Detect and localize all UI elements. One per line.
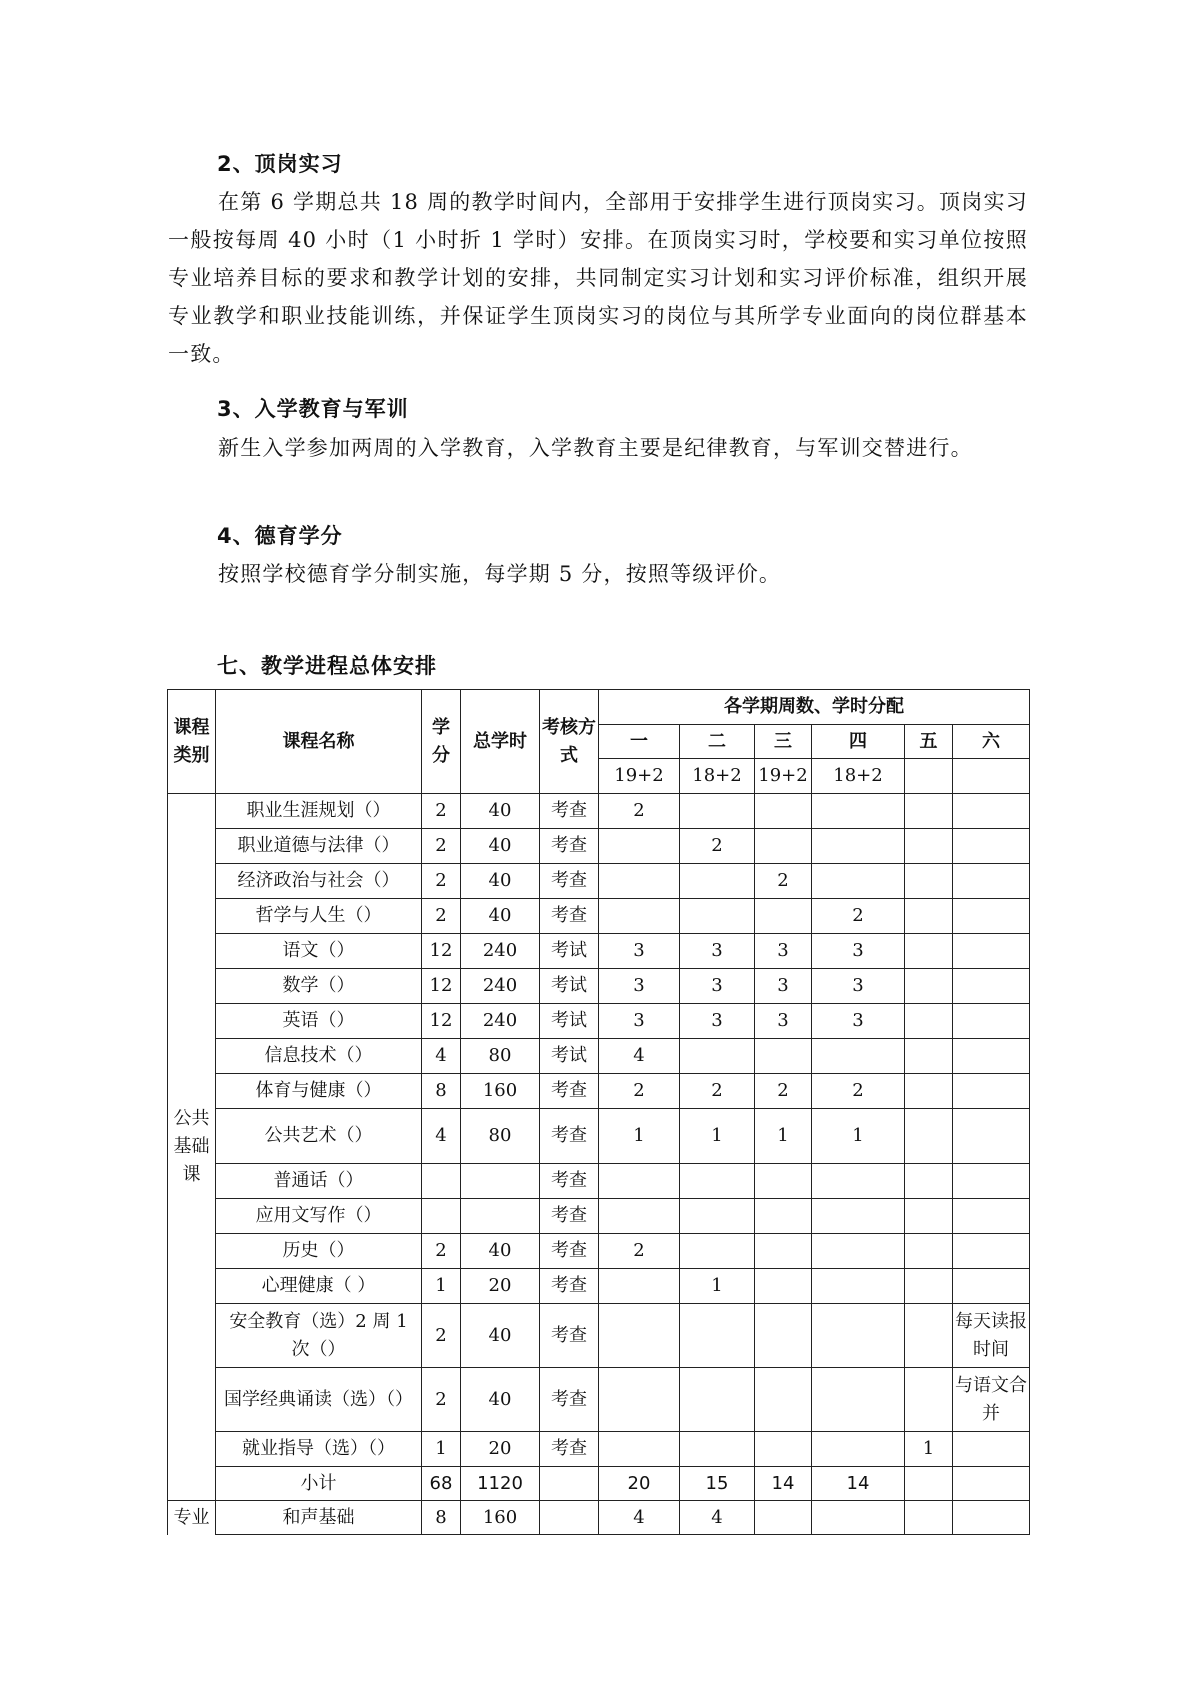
cell-credit xyxy=(422,1164,461,1199)
cell-t5 xyxy=(905,1074,953,1109)
cell-t3 xyxy=(755,1432,812,1467)
cell-t5 xyxy=(905,1109,953,1164)
cell-t6 xyxy=(953,1269,1030,1304)
cell-t4: 1 xyxy=(812,1109,905,1164)
cell-name: 安全教育（选）2 周 1 次（） xyxy=(216,1304,422,1368)
cell-t4 xyxy=(812,864,905,899)
table-row xyxy=(168,1109,1030,1164)
cell-t5 xyxy=(905,1304,953,1368)
cell-t6 xyxy=(953,1234,1030,1269)
cell-t1 xyxy=(599,864,680,899)
table-row xyxy=(168,1501,1030,1535)
cell-t2: 1 xyxy=(680,1109,755,1164)
subtotal-hours: 1120 xyxy=(461,1467,540,1501)
cell-t1: 2 xyxy=(599,794,680,829)
subtotal-t5 xyxy=(905,1467,953,1501)
cell-t5 xyxy=(905,864,953,899)
table-row xyxy=(168,1039,1030,1074)
cell-t6 xyxy=(953,1164,1030,1199)
cell-t5 xyxy=(905,1199,953,1234)
cell-t1 xyxy=(599,1199,680,1234)
cell-hours: 240 xyxy=(461,934,540,969)
cell-t2 xyxy=(680,1432,755,1467)
header-term-3: 三 xyxy=(755,725,812,759)
cell-t4 xyxy=(812,1164,905,1199)
table-row xyxy=(168,1269,1030,1304)
cell-t2 xyxy=(680,1164,755,1199)
cell-t6: 与语文合并 xyxy=(953,1368,1030,1432)
cell-hours: 40 xyxy=(461,1368,540,1432)
cell-t1: 4 xyxy=(599,1501,680,1535)
cell-credit: 1 xyxy=(422,1269,461,1304)
cell-exam: 考查 xyxy=(540,1304,599,1368)
cell-exam: 考查 xyxy=(540,899,599,934)
cell-exam: 考试 xyxy=(540,1004,599,1039)
table-row xyxy=(168,1074,1030,1109)
cell-t6 xyxy=(953,1432,1030,1467)
cell-t6 xyxy=(953,1109,1030,1164)
cell-hours: 40 xyxy=(461,794,540,829)
cell-t2 xyxy=(680,1039,755,1074)
cell-t3 xyxy=(755,1368,812,1432)
cell-t3 xyxy=(755,1164,812,1199)
cell-name: 信息技术（） xyxy=(216,1039,422,1074)
cell-t6 xyxy=(953,1074,1030,1109)
cell-t1 xyxy=(599,1432,680,1467)
header-exam-method: 考核方式 xyxy=(540,690,599,794)
cell-exam: 考查 xyxy=(540,864,599,899)
cell-t4 xyxy=(812,1269,905,1304)
cell-t2: 3 xyxy=(680,934,755,969)
cell-t6 xyxy=(953,864,1030,899)
cell-t6 xyxy=(953,1004,1030,1039)
cell-t3 xyxy=(755,1501,812,1535)
cell-t2: 2 xyxy=(680,1074,755,1109)
cell-t4 xyxy=(812,794,905,829)
cell-t1: 3 xyxy=(599,934,680,969)
cell-exam: 考查 xyxy=(540,1269,599,1304)
cell-t4: 3 xyxy=(812,969,905,1004)
cell-hours: 240 xyxy=(461,969,540,1004)
cell-exam: 考查 xyxy=(540,1199,599,1234)
cell-name: 心理健康（ ） xyxy=(216,1269,422,1304)
cell-hours: 20 xyxy=(461,1269,540,1304)
heading-moral-credits: 4、德育学分 xyxy=(217,524,343,548)
cell-t6 xyxy=(953,969,1030,1004)
cell-hours: 240 xyxy=(461,1004,540,1039)
cell-name: 经济政治与社会（） xyxy=(216,864,422,899)
cell-t2 xyxy=(680,1368,755,1432)
cell-t5 xyxy=(905,1269,953,1304)
cell-hours: 160 xyxy=(461,1074,540,1109)
header-total-hours: 总学时 xyxy=(461,690,540,794)
cell-t2 xyxy=(680,1199,755,1234)
cell-credit: 4 xyxy=(422,1039,461,1074)
cell-name: 英语（） xyxy=(216,1004,422,1039)
cell-t3 xyxy=(755,1039,812,1074)
cell-hours xyxy=(461,1164,540,1199)
header-course-name: 课程名称 xyxy=(216,690,422,794)
cell-t5 xyxy=(905,1039,953,1074)
cell-t5: 1 xyxy=(905,1432,953,1467)
cell-t6 xyxy=(953,1039,1030,1074)
subtotal-t1: 20 xyxy=(599,1467,680,1501)
cell-name: 历史（） xyxy=(216,1234,422,1269)
cell-hours: 160 xyxy=(461,1501,540,1535)
cell-t1: 4 xyxy=(599,1039,680,1074)
cell-t3 xyxy=(755,899,812,934)
header-term-5: 五 xyxy=(905,725,953,759)
cell-t4: 3 xyxy=(812,1004,905,1039)
cell-t5 xyxy=(905,1164,953,1199)
cell-t2 xyxy=(680,899,755,934)
paragraph-moral-credits: 按照学校德育学分制实施，每学期 5 分，按照等级评价。 xyxy=(218,562,782,586)
cell-exam: 考查 xyxy=(540,1164,599,1199)
cell-credit: 2 xyxy=(422,829,461,864)
cell-t1: 3 xyxy=(599,969,680,1004)
teaching-schedule-table xyxy=(167,689,1030,1535)
weeks-term-5 xyxy=(905,759,953,794)
cell-t1 xyxy=(599,1304,680,1368)
cell-t2 xyxy=(680,864,755,899)
cell-t3: 2 xyxy=(755,1074,812,1109)
header-term-4: 四 xyxy=(812,725,905,759)
cell-t5 xyxy=(905,899,953,934)
cell-name: 国学经典诵读（选）（） xyxy=(216,1368,422,1432)
cell-hours: 40 xyxy=(461,899,540,934)
cell-name: 公共艺术（） xyxy=(216,1109,422,1164)
table-row xyxy=(168,1234,1030,1269)
cell-t3: 3 xyxy=(755,1004,812,1039)
cell-credit: 2 xyxy=(422,1234,461,1269)
cell-hours: 40 xyxy=(461,1304,540,1368)
cell-credit: 8 xyxy=(422,1074,461,1109)
cell-credit: 12 xyxy=(422,1004,461,1039)
cell-exam: 考试 xyxy=(540,969,599,1004)
cell-t3 xyxy=(755,1199,812,1234)
paragraph-internship: 在第 6 学期总共 18 周的教学时间内，全部用于安排学生进行顶岗实习。顶岗实习一般按每周 40 小时（1 小时折 1 学时）安排。在顶岗实习时，学校要和实习单位按照专业培养目标的要求和教学计划的安排，共同制定实习计划和实习评价标准，组织开展专业教学和职业技能训练，并保证学生顶岗实习的岗位与其所学专业面向的岗位群基本一致。 xyxy=(168,190,1028,366)
cell-t2: 1 xyxy=(680,1269,755,1304)
subtotal-t2: 15 xyxy=(680,1467,755,1501)
cell-exam: 考试 xyxy=(540,1039,599,1074)
cell-t2 xyxy=(680,794,755,829)
cell-hours: 20 xyxy=(461,1432,540,1467)
table-row xyxy=(168,1004,1030,1039)
cell-t6: 每天读报时间 xyxy=(953,1304,1030,1368)
category-public-basic: 公共基础课 xyxy=(168,794,216,1501)
cell-name: 应用文写作（） xyxy=(216,1199,422,1234)
cell-exam: 考查 xyxy=(540,1234,599,1269)
cell-credit xyxy=(422,1199,461,1234)
cell-t5 xyxy=(905,969,953,1004)
cell-t3 xyxy=(755,794,812,829)
table-row xyxy=(168,1164,1030,1199)
cell-t1 xyxy=(599,1164,680,1199)
cell-credit: 1 xyxy=(422,1432,461,1467)
cell-t5 xyxy=(905,934,953,969)
cell-credit: 8 xyxy=(422,1501,461,1535)
table-row xyxy=(168,864,1030,899)
cell-t1: 1 xyxy=(599,1109,680,1164)
header-term-6: 六 xyxy=(953,725,1030,759)
cell-t4: 2 xyxy=(812,1074,905,1109)
cell-hours: 80 xyxy=(461,1109,540,1164)
heading-enrollment-education: 3、入学教育与军训 xyxy=(217,397,409,421)
table-row xyxy=(168,969,1030,1004)
header-credit: 学分 xyxy=(422,690,461,794)
cell-name: 数学（） xyxy=(216,969,422,1004)
cell-t5 xyxy=(905,794,953,829)
cell-exam: 考查 xyxy=(540,1109,599,1164)
cell-exam: 考查 xyxy=(540,794,599,829)
table-row xyxy=(168,1432,1030,1467)
cell-name: 职业生涯规划（） xyxy=(216,794,422,829)
cell-t3 xyxy=(755,829,812,864)
cell-t2: 4 xyxy=(680,1501,755,1535)
table-row xyxy=(168,1368,1030,1432)
header-term-2: 二 xyxy=(680,725,755,759)
cell-t1 xyxy=(599,899,680,934)
cell-credit: 2 xyxy=(422,794,461,829)
cell-hours: 80 xyxy=(461,1039,540,1074)
cell-t6 xyxy=(953,1501,1030,1535)
cell-exam: 考查 xyxy=(540,1074,599,1109)
cell-exam xyxy=(540,1501,599,1535)
cell-t3 xyxy=(755,1304,812,1368)
cell-name: 哲学与人生（） xyxy=(216,899,422,934)
cell-t4 xyxy=(812,1234,905,1269)
header-category: 课程类别 xyxy=(168,690,216,794)
weeks-term-4: 18+2 xyxy=(812,759,905,794)
cell-t4 xyxy=(812,829,905,864)
cell-t1: 2 xyxy=(599,1074,680,1109)
table-row xyxy=(168,829,1030,864)
cell-t2 xyxy=(680,1234,755,1269)
cell-name: 语文（） xyxy=(216,934,422,969)
table-row xyxy=(168,1304,1030,1368)
cell-t4 xyxy=(812,1199,905,1234)
weeks-term-2: 18+2 xyxy=(680,759,755,794)
subtotal-t4: 14 xyxy=(812,1467,905,1501)
cell-credit: 2 xyxy=(422,1368,461,1432)
cell-name: 体育与健康（） xyxy=(216,1074,422,1109)
table-row xyxy=(168,899,1030,934)
cell-t4: 3 xyxy=(812,934,905,969)
cell-t1 xyxy=(599,1368,680,1432)
cell-t3 xyxy=(755,1269,812,1304)
header-term-distribution: 各学期周数、学时分配 xyxy=(599,690,1030,725)
subtotal-exam xyxy=(540,1467,599,1501)
cell-hours: 40 xyxy=(461,829,540,864)
cell-t3: 2 xyxy=(755,864,812,899)
paragraph-enrollment-education: 新生入学参加两周的入学教育，入学教育主要是纪律教育，与军训交替进行。 xyxy=(218,436,973,460)
cell-t4 xyxy=(812,1368,905,1432)
cell-t5 xyxy=(905,1004,953,1039)
cell-name: 普通话（） xyxy=(216,1164,422,1199)
cell-t2: 2 xyxy=(680,829,755,864)
cell-exam: 考查 xyxy=(540,1368,599,1432)
cell-t5 xyxy=(905,1234,953,1269)
cell-t6 xyxy=(953,934,1030,969)
cell-name: 和声基础 xyxy=(216,1501,422,1535)
cell-t3: 3 xyxy=(755,934,812,969)
cell-t5 xyxy=(905,1501,953,1535)
cell-credit: 12 xyxy=(422,969,461,1004)
cell-credit: 2 xyxy=(422,899,461,934)
cell-t4 xyxy=(812,1432,905,1467)
cell-hours: 40 xyxy=(461,1234,540,1269)
cell-t4: 2 xyxy=(812,899,905,934)
cell-t2: 3 xyxy=(680,1004,755,1039)
cell-t6 xyxy=(953,1199,1030,1234)
table-row xyxy=(168,934,1030,969)
cell-t1: 2 xyxy=(599,1234,680,1269)
subtotal-t3: 14 xyxy=(755,1467,812,1501)
cell-t3 xyxy=(755,1234,812,1269)
cell-t1 xyxy=(599,829,680,864)
cell-t3: 3 xyxy=(755,969,812,1004)
cell-exam: 考查 xyxy=(540,1432,599,1467)
cell-t2 xyxy=(680,1304,755,1368)
cell-exam: 考试 xyxy=(540,934,599,969)
cell-exam: 考查 xyxy=(540,829,599,864)
weeks-term-3: 19+2 xyxy=(755,759,812,794)
cell-name: 就业指导（选）（） xyxy=(216,1432,422,1467)
cell-credit: 2 xyxy=(422,864,461,899)
cell-t3: 1 xyxy=(755,1109,812,1164)
cell-t5 xyxy=(905,1368,953,1432)
subtotal-name: 小计 xyxy=(216,1467,422,1501)
cell-t6 xyxy=(953,794,1030,829)
cell-t5 xyxy=(905,829,953,864)
cell-credit: 12 xyxy=(422,934,461,969)
header-term-1: 一 xyxy=(599,725,680,759)
category-professional: 专业 xyxy=(168,1501,216,1535)
cell-t6 xyxy=(953,829,1030,864)
subtotal-row xyxy=(168,1467,1030,1501)
cell-t4 xyxy=(812,1304,905,1368)
cell-t2: 3 xyxy=(680,969,755,1004)
cell-t4 xyxy=(812,1501,905,1535)
cell-t4 xyxy=(812,1039,905,1074)
heading-teaching-schedule: 七、教学进程总体安排 xyxy=(217,654,437,678)
cell-t6 xyxy=(953,899,1030,934)
weeks-term-6 xyxy=(953,759,1030,794)
table-row xyxy=(168,1199,1030,1234)
cell-credit: 2 xyxy=(422,1304,461,1368)
cell-t1: 3 xyxy=(599,1004,680,1039)
cell-hours xyxy=(461,1199,540,1234)
heading-internship: 2、顶岗实习 xyxy=(217,152,343,176)
subtotal-credit: 68 xyxy=(422,1467,461,1501)
subtotal-t6 xyxy=(953,1467,1030,1501)
cell-credit: 4 xyxy=(422,1109,461,1164)
table-row xyxy=(168,794,1030,829)
weeks-term-1: 19+2 xyxy=(599,759,680,794)
cell-hours: 40 xyxy=(461,864,540,899)
cell-t1 xyxy=(599,1269,680,1304)
cell-name: 职业道德与法律（） xyxy=(216,829,422,864)
